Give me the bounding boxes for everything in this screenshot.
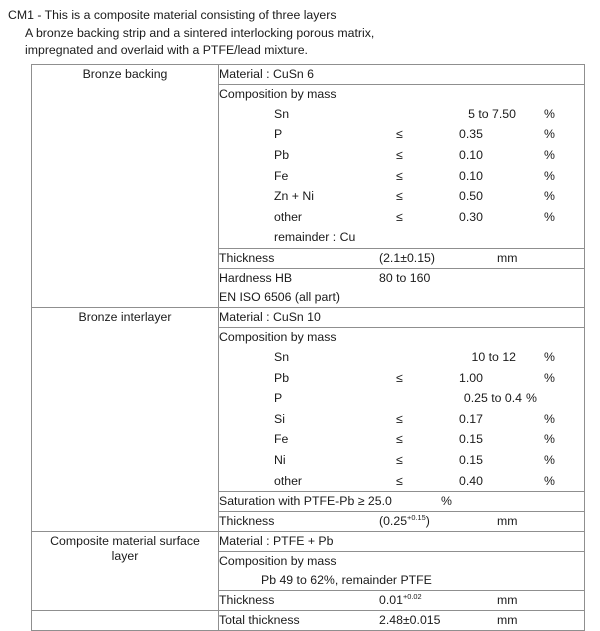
- element-operator: ≤: [396, 411, 403, 426]
- composition-row: [219, 429, 584, 450]
- remainder-text: remainder : Cu: [274, 230, 356, 245]
- intro-line-3: impregnated and overlaid with a PTFE/lead mixture.: [25, 43, 308, 58]
- element-operator: ≤: [396, 452, 403, 467]
- composition-row: [219, 347, 584, 368]
- thickness-label: Thickness: [219, 593, 275, 608]
- element-name: Fe: [274, 432, 289, 447]
- material-cell: [219, 307, 585, 327]
- total-thickness-empty-label: [32, 611, 219, 631]
- total-thickness-value: 2.48±0.015: [379, 613, 441, 628]
- thickness-value: $0.01^{+0.02}$: [379, 592, 422, 608]
- element-name: P: [274, 127, 283, 142]
- thickness-label: Thickness: [219, 514, 275, 529]
- element-unit: %: [544, 349, 555, 364]
- thickness-row: [219, 249, 584, 268]
- composition-row: [219, 388, 584, 409]
- thickness-cell: [219, 512, 585, 532]
- element-value: 10 to 12: [471, 349, 516, 364]
- element-unit: %: [544, 189, 555, 204]
- saturation-grid: [219, 492, 584, 511]
- thickness-row: [219, 512, 584, 531]
- thickness-grid: [219, 249, 584, 268]
- intro-line-1: CM1 - This is a composite material consisting of three layers: [8, 8, 337, 22]
- element-value: 0.17: [459, 411, 483, 426]
- material-spec-table: [31, 64, 585, 631]
- composition-heading: Composition by mass: [219, 554, 337, 569]
- composition-row: [219, 207, 584, 228]
- intro-line-2: A bronze backing strip and a sintered interlocking porous matrix,: [25, 25, 375, 40]
- element-name: Sn: [274, 349, 290, 364]
- composition-cell: [219, 327, 585, 491]
- total-thickness-grid: [219, 611, 584, 630]
- element-name: Pb: [274, 370, 290, 385]
- table-row: [32, 64, 585, 84]
- table-row: [32, 307, 585, 327]
- element-name: Ni: [274, 452, 286, 467]
- hardness-row: [219, 269, 584, 288]
- element-name: Fe: [274, 168, 289, 183]
- thickness-unit: mm: [497, 593, 518, 608]
- composition-text: Pb 49 to 62%, remainder PTFE: [261, 573, 432, 588]
- element-name: other: [274, 209, 303, 224]
- composition-grid: [219, 347, 584, 491]
- composition-heading: Composition by mass: [219, 86, 337, 101]
- element-value: 0.25 to 0.4: [463, 391, 522, 406]
- thickness-value: $(0.25^{+0.15})$: [379, 513, 430, 529]
- element-operator: ≤: [396, 370, 403, 385]
- total-thickness-row: [219, 611, 584, 630]
- material-text: Material : PTFE + Pb: [219, 534, 334, 549]
- section-label-composite-surface-layer: Composite material surface layer: [32, 532, 219, 611]
- element-operator: ≤: [396, 168, 403, 183]
- element-name: other: [274, 473, 303, 488]
- saturation-row: [219, 492, 584, 511]
- element-operator: ≤: [396, 432, 403, 447]
- element-operator: ≤: [396, 127, 403, 142]
- material-text: Material : CuSn 6: [219, 66, 315, 81]
- thickness-tolerance: +0.15: [407, 513, 426, 522]
- composition-row: [219, 145, 584, 166]
- material-cell: [219, 532, 585, 552]
- element-unit: %: [544, 452, 555, 467]
- element-unit: %: [544, 473, 555, 488]
- element-value: 0.15: [459, 432, 483, 447]
- total-thickness-cell: [219, 611, 585, 631]
- thickness-grid: [219, 512, 584, 531]
- element-unit: %: [544, 168, 555, 183]
- hardness-value: 80 to 160: [379, 270, 431, 285]
- section-label-bronze-interlayer: Bronze interlayer: [32, 307, 219, 531]
- element-value: 0.40: [459, 473, 483, 488]
- hardness-label: Hardness HB: [219, 270, 293, 285]
- composition-row: [219, 471, 584, 492]
- composition-row: [219, 409, 584, 430]
- hardness-grid: [219, 269, 584, 288]
- element-operator: ≤: [396, 473, 403, 488]
- composition-row: [219, 450, 584, 471]
- hardness-cell: [219, 268, 585, 307]
- element-value: 0.15: [459, 452, 483, 467]
- composition-heading: Composition by mass: [219, 329, 337, 344]
- element-value: 5 to 7.50: [468, 106, 516, 121]
- saturation-unit: %: [441, 494, 452, 509]
- hardness-standard: EN ISO 6506 (all part): [219, 289, 340, 304]
- element-unit: %: [544, 147, 555, 162]
- intro-paragraph: [0, 0, 600, 60]
- thickness-label: Thickness: [219, 250, 275, 265]
- element-name: Zn + Ni: [274, 189, 314, 204]
- thickness-cell: [219, 591, 585, 611]
- element-value: 0.10: [459, 168, 483, 183]
- element-operator: ≤: [396, 189, 403, 204]
- total-thickness-label: Total thickness: [219, 613, 300, 628]
- material-text: Material : CuSn 10: [219, 309, 321, 324]
- thickness-grid: [219, 591, 584, 610]
- element-unit: %: [544, 209, 555, 224]
- element-value: 0.30: [459, 209, 483, 224]
- element-operator: ≤: [396, 147, 403, 162]
- element-unit: %: [544, 411, 555, 426]
- composition-row: [219, 368, 584, 389]
- composition-cell: [219, 552, 585, 591]
- composition-grid: [219, 104, 584, 248]
- saturation-cell: [219, 492, 585, 512]
- composition-row: [219, 124, 584, 145]
- composition-row: [219, 166, 584, 187]
- element-unit: %: [544, 127, 555, 142]
- element-value: 0.50: [459, 189, 483, 204]
- thickness-unit: mm: [497, 250, 518, 265]
- table-row: [32, 532, 585, 552]
- element-unit: %: [544, 106, 555, 121]
- section-label-bronze-backing: Bronze backing: [32, 64, 219, 307]
- thickness-unit: mm: [497, 514, 518, 529]
- thickness-cell: [219, 248, 585, 268]
- saturation-label: Saturation with PTFE-Pb ≥ 25.0: [219, 494, 392, 509]
- thickness-value: (2.1±0.15): [379, 250, 435, 265]
- composition-row: [219, 227, 584, 248]
- table-row: [32, 611, 585, 631]
- element-name: P: [274, 391, 283, 406]
- element-name: Si: [274, 411, 285, 426]
- element-operator: ≤: [396, 209, 403, 224]
- thickness-row: [219, 591, 584, 610]
- element-name: Sn: [274, 106, 290, 121]
- element-value: 0.10: [459, 147, 483, 162]
- element-unit: %: [526, 391, 537, 406]
- element-name: Pb: [274, 147, 290, 162]
- element-unit: %: [544, 370, 555, 385]
- composition-row: [219, 186, 584, 207]
- element-value: 1.00: [459, 370, 483, 385]
- thickness-tolerance: +0.02: [402, 592, 422, 601]
- composition-cell: [219, 84, 585, 248]
- composition-row: [219, 104, 584, 125]
- material-cell: [219, 64, 585, 84]
- element-value: 0.35: [459, 127, 483, 142]
- element-unit: %: [544, 432, 555, 447]
- total-thickness-unit: mm: [497, 613, 518, 628]
